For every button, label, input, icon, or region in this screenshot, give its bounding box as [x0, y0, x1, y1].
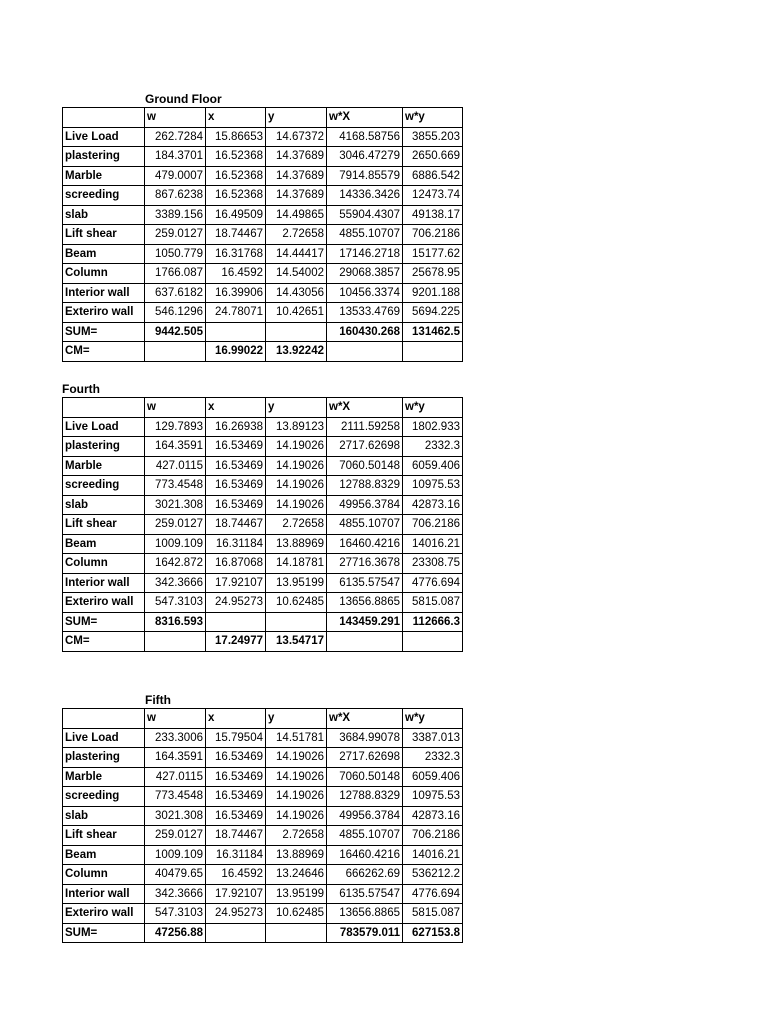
table-cell: 14.19026 [266, 806, 327, 826]
table-row [63, 884, 463, 904]
table-cell: 16.53469 [206, 437, 266, 457]
table-cell: 5815.087 [403, 904, 463, 924]
table-cell: 18.74467 [206, 225, 266, 245]
table-row [63, 515, 463, 535]
table-cell: 13.88969 [266, 845, 327, 865]
table-cell: 259.0127 [145, 826, 206, 846]
table-cell: 233.3006 [145, 728, 206, 748]
table-row [63, 904, 463, 924]
table-cell: 7060.50148 [327, 767, 403, 787]
table-cell: 16.52368 [206, 147, 266, 167]
table-cell: 14016.21 [403, 845, 463, 865]
table-cell: 783579.011 [327, 923, 403, 943]
table-cell: 773.4548 [145, 787, 206, 807]
table-cell: 259.0127 [145, 225, 206, 245]
table-cell [327, 632, 403, 652]
table-cell: 16460.4216 [327, 845, 403, 865]
table-cell [327, 342, 403, 362]
table-cell: 7914.85579 [327, 166, 403, 186]
table-cell: 547.3103 [145, 593, 206, 613]
table-cell: 129.7893 [145, 417, 206, 437]
row-label: Exteriro wall [63, 904, 145, 924]
row-label: slab [63, 205, 145, 225]
table-cell: 706.2186 [403, 826, 463, 846]
row-label: Lift shear [63, 826, 145, 846]
table-cell: 10.62485 [266, 593, 327, 613]
column-header: w*y [403, 108, 463, 128]
row-label: slab [63, 495, 145, 515]
sum-row [63, 923, 463, 943]
row-label: Interior wall [63, 573, 145, 593]
table-cell: 14.44417 [266, 244, 327, 264]
row-label: CM= [63, 632, 145, 652]
table-cell: 14.19026 [266, 495, 327, 515]
table-cell: 16.53469 [206, 495, 266, 515]
table-cell: 259.0127 [145, 515, 206, 535]
table-cell: 14.19026 [266, 748, 327, 768]
row-label: Interior wall [63, 884, 145, 904]
ground-floor-table [62, 107, 463, 362]
table-cell: 112666.3 [403, 612, 463, 632]
table-cell: 29068.3857 [327, 264, 403, 284]
table-cell: 16.53469 [206, 767, 266, 787]
fourth-floor-section [62, 381, 463, 652]
header-row [63, 108, 463, 128]
column-header: x [206, 709, 266, 729]
row-label: slab [63, 806, 145, 826]
table-cell: 9201.188 [403, 283, 463, 303]
table-cell: 16.49509 [206, 205, 266, 225]
table-cell: 342.3666 [145, 884, 206, 904]
table-cell: 10.62485 [266, 904, 327, 924]
table-cell: 773.4548 [145, 476, 206, 496]
table-row [63, 845, 463, 865]
column-header: w*X [327, 709, 403, 729]
table-cell: 13.54717 [266, 632, 327, 652]
table-cell [266, 322, 327, 342]
column-header: w*y [403, 398, 463, 418]
row-label: Exteriro wall [63, 593, 145, 613]
table-cell: 7060.50148 [327, 456, 403, 476]
table-cell [266, 923, 327, 943]
fifth-floor-section [62, 692, 463, 943]
table-cell [206, 612, 266, 632]
table-cell: 24.78071 [206, 303, 266, 323]
table-cell: 17146.2718 [327, 244, 403, 264]
row-label: screeding [63, 787, 145, 807]
table-cell: 1009.109 [145, 534, 206, 554]
row-label: Marble [63, 456, 145, 476]
fifth-floor-table [62, 708, 463, 943]
table-cell: 18.74467 [206, 826, 266, 846]
table-cell: 14.19026 [266, 767, 327, 787]
table-cell: 2332.3 [403, 437, 463, 457]
sum-row [63, 322, 463, 342]
table-cell [145, 632, 206, 652]
table-cell: 6135.57547 [327, 573, 403, 593]
row-label: CM= [63, 342, 145, 362]
table-cell: 49956.3784 [327, 806, 403, 826]
table-cell: 16.31768 [206, 244, 266, 264]
table-row [63, 244, 463, 264]
column-header: w*y [403, 709, 463, 729]
table-row [63, 865, 463, 885]
table-cell: 23308.75 [403, 554, 463, 574]
table-row [63, 417, 463, 437]
fourth-floor-table [62, 397, 463, 652]
table-cell: 9442.505 [145, 322, 206, 342]
section-title: Ground Floor [145, 92, 222, 106]
table-cell: 14.37689 [266, 147, 327, 167]
table-cell: 2650.669 [403, 147, 463, 167]
table-cell: 3021.308 [145, 806, 206, 826]
table-row [63, 787, 463, 807]
table-cell: 16460.4216 [327, 534, 403, 554]
table-cell: 14.43056 [266, 283, 327, 303]
table-cell: 546.1296 [145, 303, 206, 323]
table-cell: 14.37689 [266, 186, 327, 206]
table-cell: 14.19026 [266, 437, 327, 457]
table-cell: 14.18781 [266, 554, 327, 574]
table-cell: 164.3591 [145, 748, 206, 768]
table-cell: 15.86653 [206, 127, 266, 147]
table-cell: 14.54002 [266, 264, 327, 284]
table-cell: 16.87068 [206, 554, 266, 574]
table-cell: 24.95273 [206, 904, 266, 924]
table-cell: 49138.17 [403, 205, 463, 225]
row-label: screeding [63, 476, 145, 496]
row-label: Beam [63, 534, 145, 554]
table-cell: 342.3666 [145, 573, 206, 593]
table-cell: 24.95273 [206, 593, 266, 613]
column-header: x [206, 108, 266, 128]
table-cell: 16.99022 [206, 342, 266, 362]
table-cell: 16.53469 [206, 456, 266, 476]
table-cell: 14.19026 [266, 456, 327, 476]
sum-row [63, 612, 463, 632]
table-cell: 706.2186 [403, 515, 463, 535]
table-cell: 6886.542 [403, 166, 463, 186]
table-row [63, 554, 463, 574]
row-label: Beam [63, 845, 145, 865]
table-row [63, 186, 463, 206]
table-cell: 427.0115 [145, 767, 206, 787]
table-cell: 14.51781 [266, 728, 327, 748]
table-cell: 6059.406 [403, 456, 463, 476]
table-cell: 14016.21 [403, 534, 463, 554]
table-cell: 42873.16 [403, 495, 463, 515]
table-cell: 13.92242 [266, 342, 327, 362]
header-row [63, 398, 463, 418]
table-cell: 14.49865 [266, 205, 327, 225]
row-label: SUM= [63, 923, 145, 943]
table-cell: 4855.10707 [327, 225, 403, 245]
table-cell: 2111.59258 [327, 417, 403, 437]
table-cell: 3684.99078 [327, 728, 403, 748]
table-cell: 17.92107 [206, 884, 266, 904]
table-cell: 16.52368 [206, 186, 266, 206]
table-cell [145, 342, 206, 362]
table-cell: 666262.69 [327, 865, 403, 885]
table-cell: 4855.10707 [327, 515, 403, 535]
table-cell: 1009.109 [145, 845, 206, 865]
table-row [63, 534, 463, 554]
table-row [63, 147, 463, 167]
column-header: w*X [327, 398, 403, 418]
table-cell: 3387.013 [403, 728, 463, 748]
table-cell: 12788.8329 [327, 476, 403, 496]
table-cell: 2717.62698 [327, 748, 403, 768]
table-cell: 131462.5 [403, 322, 463, 342]
table-row [63, 225, 463, 245]
column-header: y [266, 398, 327, 418]
table-cell: 262.7284 [145, 127, 206, 147]
table-cell: 706.2186 [403, 225, 463, 245]
table-cell: 3021.308 [145, 495, 206, 515]
row-label: plastering [63, 748, 145, 768]
table-cell: 10975.53 [403, 787, 463, 807]
table-cell: 16.52368 [206, 166, 266, 186]
table-cell: 427.0115 [145, 456, 206, 476]
table-cell: 10.42651 [266, 303, 327, 323]
row-label: Beam [63, 244, 145, 264]
table-cell: 160430.268 [327, 322, 403, 342]
row-label: Marble [63, 166, 145, 186]
row-label: Live Load [63, 417, 145, 437]
table-cell: 14336.3426 [327, 186, 403, 206]
row-label: plastering [63, 147, 145, 167]
table-row [63, 127, 463, 147]
table-cell: 16.31184 [206, 845, 266, 865]
table-cell: 1050.779 [145, 244, 206, 264]
table-cell: 2.72658 [266, 225, 327, 245]
table-cell [403, 632, 463, 652]
table-row [63, 456, 463, 476]
row-label: plastering [63, 437, 145, 457]
table-cell: 12473.74 [403, 186, 463, 206]
column-header: w [145, 398, 206, 418]
table-row [63, 826, 463, 846]
table-cell: 49956.3784 [327, 495, 403, 515]
table-cell: 3855.203 [403, 127, 463, 147]
table-cell: 637.6182 [145, 283, 206, 303]
table-cell: 1642.872 [145, 554, 206, 574]
table-cell [206, 322, 266, 342]
section-title: Fourth [62, 382, 100, 396]
table-cell: 16.53469 [206, 787, 266, 807]
table-cell: 1766.087 [145, 264, 206, 284]
ground-floor-section [62, 91, 463, 362]
table-cell [206, 923, 266, 943]
row-label: SUM= [63, 322, 145, 342]
table-cell: 5815.087 [403, 593, 463, 613]
table-cell: 164.3591 [145, 437, 206, 457]
table-cell: 143459.291 [327, 612, 403, 632]
table-cell: 13.24646 [266, 865, 327, 885]
table-cell: 18.74467 [206, 515, 266, 535]
table-row [63, 806, 463, 826]
table-cell: 2.72658 [266, 826, 327, 846]
column-header [63, 709, 145, 729]
table-row [63, 303, 463, 323]
table-cell: 14.19026 [266, 787, 327, 807]
table-cell: 12788.8329 [327, 787, 403, 807]
row-label: Marble [63, 767, 145, 787]
table-cell: 5694.225 [403, 303, 463, 323]
table-cell: 16.39906 [206, 283, 266, 303]
column-header: w [145, 108, 206, 128]
table-row [63, 767, 463, 787]
table-row [63, 593, 463, 613]
row-label: Lift shear [63, 225, 145, 245]
table-cell: 14.37689 [266, 166, 327, 186]
row-label: SUM= [63, 612, 145, 632]
table-cell: 10456.3374 [327, 283, 403, 303]
table-cell: 13.88969 [266, 534, 327, 554]
table-cell: 16.53469 [206, 476, 266, 496]
table-cell: 16.4592 [206, 865, 266, 885]
table-row [63, 748, 463, 768]
header-row [63, 709, 463, 729]
table-cell: 184.3701 [145, 147, 206, 167]
column-header: y [266, 108, 327, 128]
table-cell: 13656.8865 [327, 904, 403, 924]
table-cell: 16.53469 [206, 748, 266, 768]
table-cell: 627153.8 [403, 923, 463, 943]
table-row [63, 476, 463, 496]
table-cell: 40479.65 [145, 865, 206, 885]
table-cell: 547.3103 [145, 904, 206, 924]
table-cell: 47256.88 [145, 923, 206, 943]
column-header: x [206, 398, 266, 418]
table-cell: 13.95199 [266, 573, 327, 593]
table-cell: 4855.10707 [327, 826, 403, 846]
cm-row [63, 342, 463, 362]
table-cell: 16.26938 [206, 417, 266, 437]
table-cell [403, 342, 463, 362]
cm-row [63, 632, 463, 652]
table-cell [266, 612, 327, 632]
table-cell: 14.67372 [266, 127, 327, 147]
table-cell: 25678.95 [403, 264, 463, 284]
row-label: Exteriro wall [63, 303, 145, 323]
table-cell: 27716.3678 [327, 554, 403, 574]
table-cell: 6059.406 [403, 767, 463, 787]
table-cell: 13.89123 [266, 417, 327, 437]
table-cell: 16.31184 [206, 534, 266, 554]
table-cell: 13533.4769 [327, 303, 403, 323]
table-cell: 15.79504 [206, 728, 266, 748]
table-row [63, 573, 463, 593]
row-label: Lift shear [63, 515, 145, 535]
table-cell: 3389.156 [145, 205, 206, 225]
row-label: screeding [63, 186, 145, 206]
row-label: Column [63, 554, 145, 574]
column-header: w [145, 709, 206, 729]
table-cell: 17.92107 [206, 573, 266, 593]
table-cell: 8316.593 [145, 612, 206, 632]
table-cell: 2717.62698 [327, 437, 403, 457]
table-cell: 13.95199 [266, 884, 327, 904]
column-header: y [266, 709, 327, 729]
table-row [63, 283, 463, 303]
table-cell: 3046.47279 [327, 147, 403, 167]
table-cell: 1802.933 [403, 417, 463, 437]
table-row [63, 264, 463, 284]
row-label: Column [63, 264, 145, 284]
column-header [63, 398, 145, 418]
table-cell: 867.6238 [145, 186, 206, 206]
table-cell: 479.0007 [145, 166, 206, 186]
table-row [63, 728, 463, 748]
table-cell: 6135.57547 [327, 884, 403, 904]
table-cell: 2332.3 [403, 748, 463, 768]
table-cell: 42873.16 [403, 806, 463, 826]
table-row [63, 166, 463, 186]
row-label: Column [63, 865, 145, 885]
table-row [63, 495, 463, 515]
table-cell: 55904.4307 [327, 205, 403, 225]
table-cell: 14.19026 [266, 476, 327, 496]
table-cell: 10975.53 [403, 476, 463, 496]
row-label: Live Load [63, 728, 145, 748]
table-cell: 4776.694 [403, 573, 463, 593]
table-cell: 4168.58756 [327, 127, 403, 147]
row-label: Live Load [63, 127, 145, 147]
column-header: w*X [327, 108, 403, 128]
table-cell: 17.24977 [206, 632, 266, 652]
table-cell: 4776.694 [403, 884, 463, 904]
table-cell: 2.72658 [266, 515, 327, 535]
table-cell: 15177.62 [403, 244, 463, 264]
row-label: Interior wall [63, 283, 145, 303]
table-cell: 16.4592 [206, 264, 266, 284]
section-title: Fifth [145, 693, 171, 707]
column-header [63, 108, 145, 128]
table-cell: 13656.8865 [327, 593, 403, 613]
table-cell: 16.53469 [206, 806, 266, 826]
table-row [63, 437, 463, 457]
table-cell: 536212.2 [403, 865, 463, 885]
table-row [63, 205, 463, 225]
